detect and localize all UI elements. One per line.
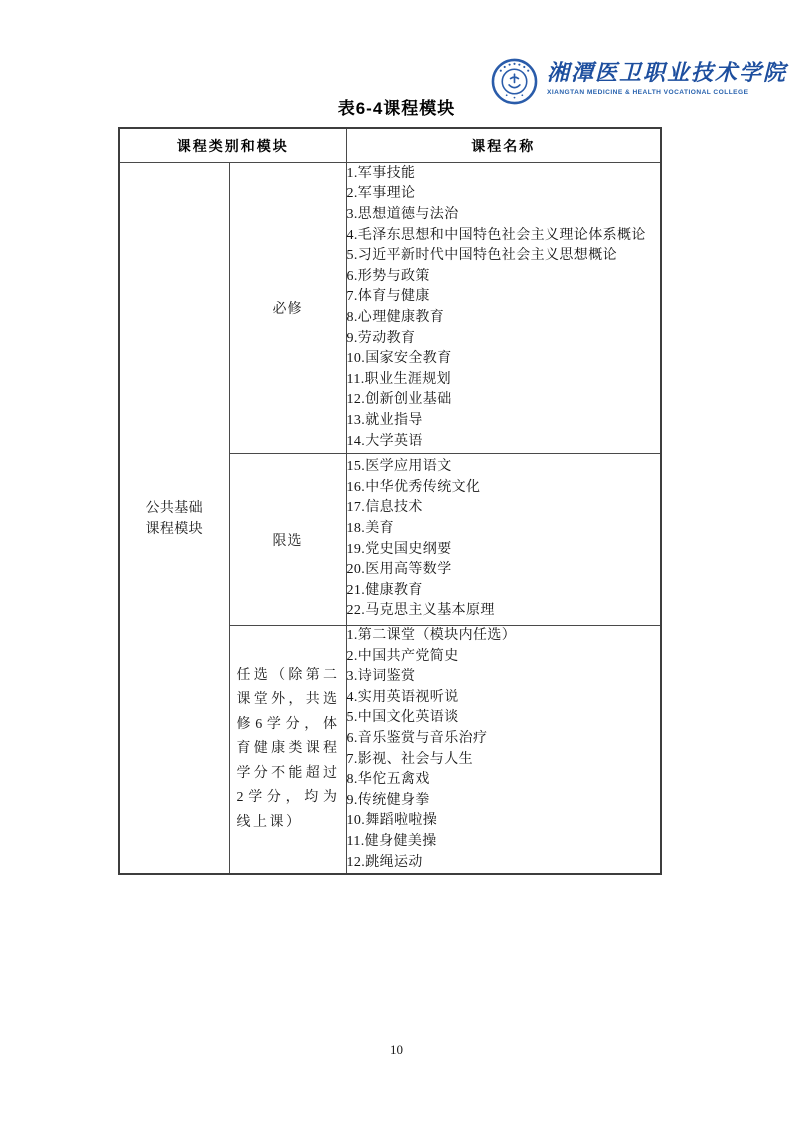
list-line: 6.音乐鉴赏与音乐治疗 [346,730,488,746]
list-line: 7.影视、社会与人生 [346,751,473,767]
list-line: 7.体育与健康 [346,289,430,305]
list-line: 5.中国文化英语谈 [346,710,459,726]
list-line: 4.实用英语视听说 [346,689,459,705]
course-module-table [118,127,662,875]
list-line: 14.大学英语 [346,433,423,449]
list-line: 1.第二课堂（模块内任选） [346,628,517,643]
header-course-name: 课程名称 [346,128,661,163]
module-optional-label: 任选（除第二课堂外，共选修6学分，体育健康类课程学分不能超过2学分，均为线上课） [229,626,346,875]
list-line: 公共基础 [145,501,204,517]
list-line: 课程模块 [145,522,204,538]
list-line: 18.美育 [346,520,394,536]
list-line: 19.党史国史纲要 [346,541,452,557]
list-line: 8.心理健康教育 [346,310,445,325]
list-line: 6.形势与政策 [346,268,430,284]
list-line: 15.医学应用语文 [346,459,452,475]
table-title: 表6-4课程模块 [337,99,456,118]
list-line: 12.创新创业基础 [346,392,452,408]
list-line: 10.国家安全教育 [346,351,452,367]
required-courses-cell [346,163,661,454]
optional-courses-cell [346,626,661,875]
list-line: 9.传统健身拳 [346,792,430,808]
header-category: 课程类别和模块 [119,128,346,163]
module-required-label: 必修 [229,163,346,454]
list-line: 5.习近平新时代中国特色社会主义思想概论 [346,248,617,264]
college-name-zh: 湘潭医卫职业技术学院 [547,60,788,86]
list-line: 3.诗词鉴赏 [346,669,416,685]
list-line: 2.军事理论 [346,186,416,202]
list-line: 11.职业生涯规划 [346,371,452,387]
list-line: 11.健身健美操 [346,833,437,849]
list-line: 22.马克思主义基本原理 [346,603,495,619]
list-line: 2.中国共产党简史 [346,648,459,664]
table-row-required [119,163,661,454]
table-header-row [119,128,661,163]
list-line: 12.跳绳运动 [346,854,423,870]
list-line: 9.劳动教育 [346,330,416,346]
list-line: 3.思想道德与法治 [346,207,459,223]
list-line: 16.中华优秀传统文化 [346,479,481,495]
limited-elective-courses-cell [346,454,661,626]
college-name-block [547,58,787,96]
list-line: 20.医用高等数学 [346,562,452,578]
list-line: 4.毛泽东思想和中国特色社会主义理论体系概论 [346,227,646,243]
page-number: 10 [390,1042,403,1057]
list-line: 8.华佗五禽戏 [346,772,430,788]
module-limited-elective-label: 限选 [229,454,346,626]
category-cell [119,163,229,875]
list-line: 13.就业指导 [346,412,423,428]
list-line: 10.舞蹈啦啦操 [346,813,438,829]
list-line: 17.信息技术 [346,500,423,516]
list-line: 1.军事技能 [346,165,416,181]
college-name-en: XIANGTAN MEDICINE & HEALTH VOCATIONAL COLLEGE [547,89,749,96]
list-line: 21.健康教育 [346,582,423,598]
